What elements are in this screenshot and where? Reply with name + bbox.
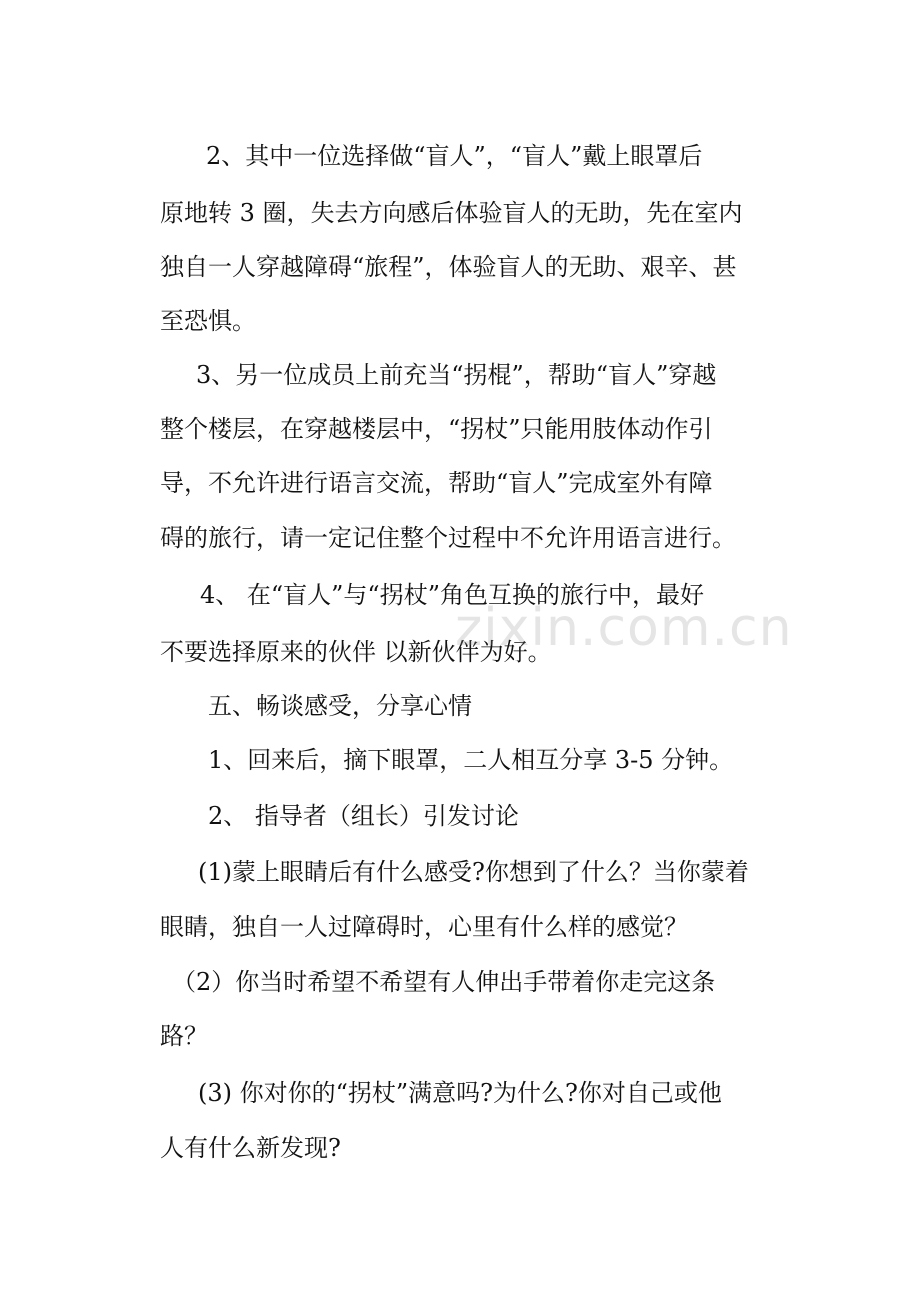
text-line: 原地转 3 圈，失去方向感后体验盲人的无助，先在室内: [160, 199, 743, 227]
text-line: 碍的旅行，请一定记住整个过程中不允许用语言进行。: [160, 524, 736, 552]
text-line: 1、回来后，摘下眼罩，二人相互分享 3-5 分钟。: [208, 746, 734, 774]
text-line: (3) 你对你的“拐杖”满意吗?为什么?你对自己或他: [198, 1079, 722, 1107]
text-line: 独自一人穿越障碍“旅程”，体验盲人的无助、艰辛、甚: [160, 253, 737, 281]
text-line: 2、 指导者（组长）引发讨论: [208, 802, 519, 830]
section-heading: 五、畅谈感受，分享心情: [208, 692, 472, 720]
text-line: 至恐惧。: [160, 307, 256, 335]
text-line: 2、其中一位选择做“盲人”，“盲人”戴上眼罩后: [206, 142, 703, 170]
text-line: 导，不允许进行语言交流，帮助“盲人”完成室外有障: [160, 469, 713, 497]
text-line: 路？: [160, 1022, 208, 1050]
text-line: 眼睛，独自一人过障碍时，心里有什么样的感觉？: [160, 913, 688, 941]
text-line: (1)蒙上眼睛后有什么感受?你想到了什么？当你蒙着: [198, 858, 749, 886]
text-line: 4、 在“盲人”与“拐杖”角色互换的旅行中，最好: [200, 581, 704, 609]
text-line: 不要选择原来的伙伴 以新伙伴为好。: [160, 638, 552, 666]
text-line: 3、另一位成员上前充当“拐棍”，帮助“盲人”穿越: [196, 361, 717, 389]
watermark-text: zixin.com.cn: [455, 598, 793, 658]
text-line: 整个楼层，在穿越楼层中，“拐杖”只能用肢体动作引: [160, 415, 713, 443]
text-line: 人有什么新发现?: [160, 1134, 341, 1162]
text-line: （2）你当时希望不希望有人伸出手带着你走完这条: [172, 968, 716, 996]
